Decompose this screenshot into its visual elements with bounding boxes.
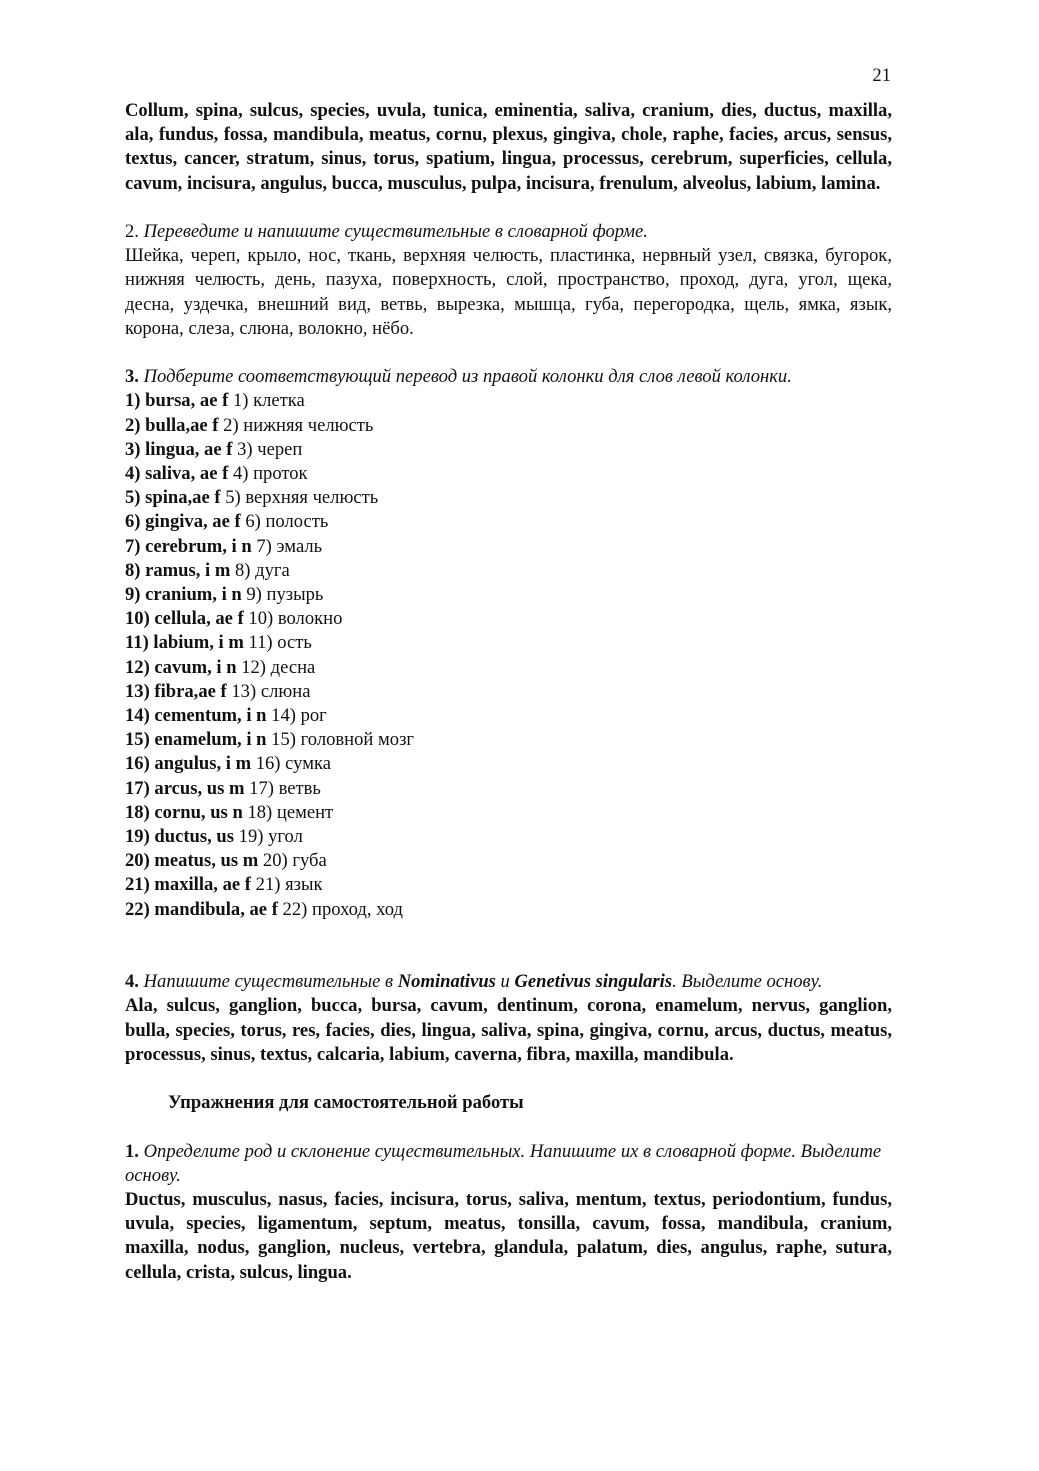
matching-list-item xyxy=(125,583,892,607)
exercise-3-instruction-text: Подберите соответствующий перевод из правой колонки для слов левой колонки. xyxy=(143,366,792,388)
matching-list-item xyxy=(125,656,892,680)
page-number: 21 xyxy=(872,65,891,86)
matching-list-item xyxy=(125,414,892,438)
latin-term: 11) labium, i m xyxy=(125,632,244,654)
latin-term: 6) gingiva, ae f xyxy=(125,511,241,533)
matching-list-item xyxy=(125,535,892,559)
russian-translation: 6) полость xyxy=(240,511,329,533)
spacer xyxy=(125,1067,892,1091)
matching-list-item xyxy=(125,849,892,873)
matching-list-item xyxy=(125,389,892,413)
spacer xyxy=(125,196,892,220)
latin-term: 5) spina,ae f xyxy=(125,487,221,509)
latin-term: 19) ductus, us xyxy=(125,826,235,848)
latin-term: 14) cementum, i n xyxy=(125,705,267,727)
exercise-3-instruction xyxy=(125,365,892,389)
russian-translation: 20) губа xyxy=(258,850,327,872)
exercise-4-instruction-part1: Напишите существительные в xyxy=(138,971,398,993)
russian-translation: 13) слюна xyxy=(226,680,311,702)
russian-translation: 15) головной мозг xyxy=(266,729,415,751)
matching-list-item xyxy=(125,607,892,631)
matching-list-item xyxy=(125,438,892,462)
matching-list-item xyxy=(125,728,892,752)
exercise-4-instruction-part3: . Выделите основу. xyxy=(672,971,823,993)
matching-list-item xyxy=(125,704,892,728)
exercise-2-number: 2. xyxy=(125,221,139,242)
self-work-heading: Упражнения для самостоятельной работы xyxy=(168,1092,524,1114)
latin-term: 10) cellula, ae f xyxy=(125,608,244,630)
matching-list-item xyxy=(125,559,892,583)
russian-translation: 18) цемент xyxy=(242,801,334,823)
matching-list-item xyxy=(125,486,892,510)
russian-translation: 21) язык xyxy=(251,874,323,896)
exercise-2-word-list: Шейка, череп, крыло, нос, ткань, верхняя челюсть, пластинка, нервный узел, связка, бугорок, нижняя челюсть, день, пазуха, поверхность, слой, пространство, проход, дуга, угол, щека, десна, уздечка, внешний вид, ветвь, вырезка, мышца, губа, перегородка, щель, ямка, язык, корона, слеза, слюна, волокно, нёбо. xyxy=(125,245,892,339)
latin-term: 22) mandibula, ae f xyxy=(125,898,278,920)
russian-translation: 11) ость xyxy=(243,632,312,654)
exercise-4-instruction-part2: и xyxy=(495,971,515,993)
russian-translation: 5) верхняя челюсть xyxy=(220,487,379,509)
latin-term: 3) lingua, ae f xyxy=(125,438,233,460)
latin-term: 17) arcus, us m xyxy=(125,777,245,799)
russian-translation: 4) проток xyxy=(228,463,308,485)
russian-translation: 19) угол xyxy=(234,826,303,848)
matching-list-item xyxy=(125,801,892,825)
matching-list-item xyxy=(125,898,892,922)
intro-word-list: Collum, spina, sulcus, species, uvula, tunica, eminentia, saliva, cranium, dies, ductus, maxilla, ala, fundus, fossa, mandibula, meatus, cornu, plexus, gingiva, chole, raphe, facies, arcus, sensus, textus, cancer, stratum, sinus, torus, spatium, lingua, processus, cerebrum, superficies, cellula, cavum, incisura, angulus, bucca, musculus, pulpa, incisura, frenulum, alveolus, labium, lamina. xyxy=(125,100,892,194)
exercise-4-number: 4. xyxy=(125,971,139,993)
matching-list-item xyxy=(125,462,892,486)
latin-term: 18) cornu, us n xyxy=(125,801,243,823)
exercise-4-term-genetivus: Genetivus singularis xyxy=(514,971,673,993)
latin-term: 16) angulus, i m xyxy=(125,753,252,775)
matching-list-item xyxy=(125,752,892,776)
matching-list-item xyxy=(125,777,892,801)
spacer xyxy=(125,1115,892,1139)
matching-list xyxy=(125,389,892,921)
latin-term: 13) fibra,ae f xyxy=(125,680,227,702)
matching-list-item xyxy=(125,510,892,534)
latin-term: 21) maxilla, ae f xyxy=(125,874,251,896)
latin-term: 1) bursa, ae f xyxy=(125,390,229,412)
russian-translation: 9) пузырь xyxy=(241,584,324,606)
russian-translation: 12) десна xyxy=(236,656,316,678)
self-work-exercise-1-instruction-text: Определите род и склонение существительных. Напишите их в словарной форме. Выделите основу. xyxy=(125,1140,882,1186)
spacer xyxy=(125,341,892,365)
russian-translation: 10) волокно xyxy=(243,608,343,630)
latin-term: 9) cranium, i n xyxy=(125,584,242,606)
russian-translation: 3) череп xyxy=(232,438,303,460)
russian-translation: 17) ветвь xyxy=(244,777,321,799)
exercise-4-term-nominativus: Nominativus xyxy=(397,971,496,993)
latin-term: 2) bulla,ae f xyxy=(125,414,219,436)
latin-term: 12) cavum, i n xyxy=(125,656,237,678)
exercise-3-number: 3. xyxy=(125,366,139,388)
russian-translation: 14) рог xyxy=(266,705,327,727)
self-work-exercise-1-number: 1. xyxy=(125,1140,139,1162)
matching-list-item xyxy=(125,680,892,704)
exercise-2-instruction xyxy=(125,220,892,244)
latin-term: 4) saliva, ae f xyxy=(125,463,229,485)
self-work-exercise-1-word-list: Ductus, musculus, nasus, facies, incisura, torus, saliva, mentum, textus, periodontium, fundus, uvula, species, ligamentum, septum, meatus, tonsilla, cavum, fossa, mandibula, cranium, maxilla, nodus, ganglion, nucleus, vertebra, glandula, palatum, dies, angulus, raphe, sutura, cellula, crista, sulcus, lingua. xyxy=(125,1189,892,1283)
latin-term: 15) enamelum, i n xyxy=(125,729,267,751)
latin-term: 7) cerebrum, i n xyxy=(125,535,252,557)
self-work-exercise-1-instruction xyxy=(125,1140,892,1188)
page-content xyxy=(125,99,892,1285)
russian-translation: 22) проход, ход xyxy=(277,898,403,920)
matching-list-item xyxy=(125,873,892,897)
latin-term: 20) meatus, us m xyxy=(125,850,259,872)
russian-translation: 7) эмаль xyxy=(251,535,323,557)
russian-translation: 1) клетка xyxy=(228,390,305,412)
russian-translation: 2) нижняя челюсть xyxy=(218,414,374,436)
latin-term: 8) ramus, i m xyxy=(125,559,231,581)
russian-translation: 16) сумка xyxy=(251,753,331,775)
exercise-2-instruction-text: Переведите и напишите существительные в словарной форме. xyxy=(143,221,648,242)
exercise-4-instruction xyxy=(125,970,892,994)
matching-list-item xyxy=(125,825,892,849)
matching-list-item xyxy=(125,631,892,655)
spacer xyxy=(125,922,892,970)
exercise-4-word-list: Ala, sulcus, ganglion, bucca, bursa, cavum, dentinum, corona, enamelum, nervus, ganglion, bulla, species, torus, res, facies, dies, lingua, saliva, spina, gingiva, cornu, arcus, ductus, meatus, processus, sinus, textus, calcaria, labium, caverna, fibra, maxilla, mandibula. xyxy=(125,995,892,1065)
russian-translation: 8) дуга xyxy=(230,559,290,581)
